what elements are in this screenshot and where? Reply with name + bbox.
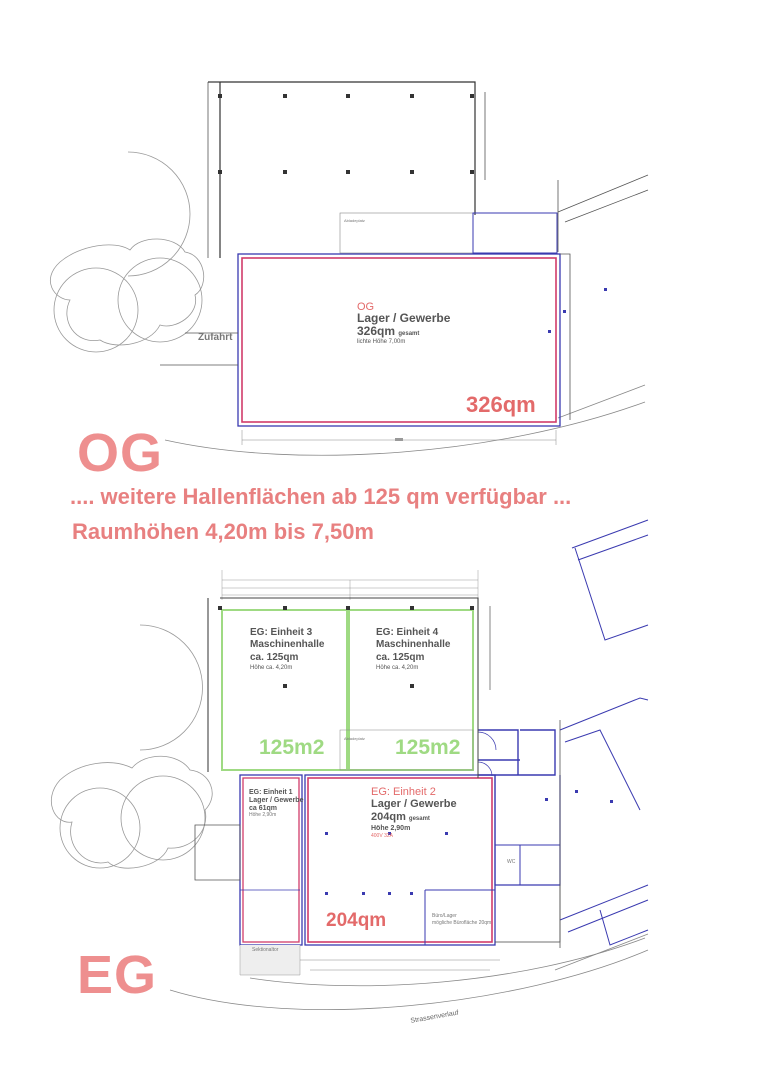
og-tree-cluster	[50, 239, 203, 345]
eg-wc-label: WC	[507, 859, 516, 865]
eg-tree-1	[60, 788, 140, 868]
og-tree-arc	[128, 152, 190, 276]
eg-unit1-line1: EG: Einheit 1	[249, 789, 293, 796]
svg-text:Abladeplatz: Abladeplatz	[344, 218, 365, 223]
og-unit-area-suffix: gesamt	[398, 331, 420, 337]
eg-unit2-area-value: 204qm	[371, 811, 406, 823]
svg-text:Abladeplatz: Abladeplatz	[344, 736, 365, 741]
neighbor-building	[572, 520, 648, 640]
eg-unit1-line3: ca 61qm	[249, 805, 278, 812]
og-plan	[160, 82, 648, 445]
headline-line2: Raumhöhen 4,20m bis 7,50m	[72, 519, 374, 544]
eg-tree-2	[121, 776, 205, 860]
eg-unit3-line2: Maschinenhalle	[250, 639, 325, 650]
og-access-label: Zufahrt	[198, 332, 233, 343]
eg-unit2-area-big: 204qm	[326, 910, 387, 931]
og-street-curve	[165, 402, 645, 455]
eg-unit4-line4: Höhe ca. 4,20m	[376, 665, 419, 671]
og-unit-line1: Lager / Gewerbe	[357, 311, 451, 325]
landscape-trees	[50, 152, 212, 868]
eg-unit2-height: Höhe 2,90m	[371, 825, 411, 832]
og-tree-1	[54, 268, 138, 352]
eg-unit2-area	[371, 811, 430, 823]
headline-line1: .... weitere Hallenflächen ab 125 qm verfügbar ...	[70, 484, 572, 509]
eg-gate-label: Sektionaltor	[252, 947, 279, 953]
eg-unit3-area-big: 125m2	[259, 736, 325, 759]
og-columns	[218, 94, 474, 174]
og-unit-area-value: 326qm	[357, 324, 396, 338]
eg-unit2-tag: EG: Einheit 2	[371, 786, 436, 798]
eg-unit3-line1: EG: Einheit 3	[250, 627, 313, 638]
eg-office-label2: mögliche Bürofläche 20qm	[432, 920, 492, 926]
eg-unit2-line1: Lager / Gewerbe	[371, 798, 457, 810]
street-lines	[165, 385, 648, 1010]
eg-unit4-line2: Maschinenhalle	[376, 639, 451, 650]
og-area-big: 326qm	[466, 392, 536, 417]
eg-unit3-line3: ca. 125qm	[250, 652, 299, 663]
eg-unit3-line4: Höhe ca. 4,20m	[250, 665, 293, 671]
og-unit-area	[357, 325, 419, 338]
eg-unit4-line1: EG: Einheit 4	[376, 627, 439, 638]
og-tree-2	[118, 258, 202, 342]
og-floor-label: OG	[77, 423, 164, 483]
eg-unit4-line3: ca. 125qm	[376, 652, 425, 663]
eg-unit2-area-suffix: gesamt	[408, 816, 430, 822]
eg-floor-label: EG	[77, 945, 158, 1005]
eg-tree-arc	[140, 625, 203, 750]
og-unit-tag: OG	[357, 301, 375, 313]
eg-unit1-line2: Lager / Gewerbe	[249, 797, 304, 804]
eg-unit4-area-big: 125m2	[395, 736, 461, 759]
eg-unit2-power: 400V 32A	[371, 833, 393, 839]
eg-office-label1: Büro/Lager	[432, 913, 457, 919]
og-annex	[473, 213, 557, 253]
og-unit-height: lichte Höhe 7,00m	[357, 339, 406, 345]
eg-street-label: Strassenverlauf	[410, 1009, 460, 1025]
eg-unit1-line4: Höhe 2,90m	[249, 812, 277, 818]
